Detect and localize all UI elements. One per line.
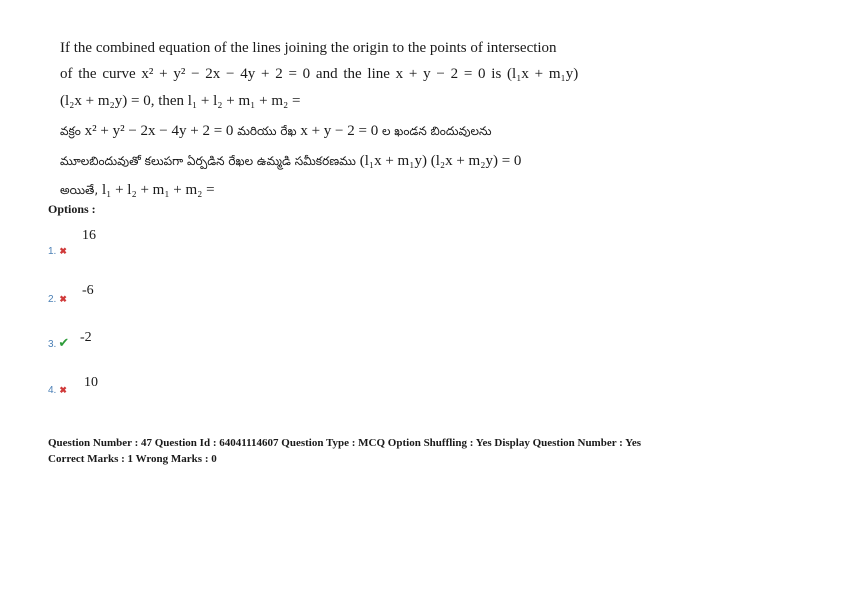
question-text-line-1: If the combined equation of the lines joining the origin to the points of intersection [60, 40, 557, 56]
option-4-value: 10 [84, 375, 98, 390]
telugu-text: మరియు రేఖ [237, 124, 297, 138]
equation: (l₁x + m₁y) (l₂x + m₂y) = 0 [359, 153, 522, 169]
equation: l₁ + l₂ + m₁ + m₂ = [101, 182, 215, 198]
question-text-line-3: (l₂x + m₂y) = 0, then l₁ + l₂ + m₁ + m₂ = [60, 93, 301, 109]
telugu-question-line-1 [60, 123, 492, 141]
wrong-icon: ✖ [59, 246, 67, 256]
option-2-number [48, 294, 67, 305]
option-2-value: -6 [82, 283, 94, 298]
wrong-icon: ✖ [59, 385, 67, 395]
options-label: Options : [48, 202, 96, 216]
equation: x + y − 2 = 0 [300, 123, 379, 139]
option-number: 1. [48, 246, 57, 257]
telugu-text: మూలబిందువుతో కలుపగా ఏర్పడిన రేఖల ఉమ్మడి సమీకరణము [60, 154, 356, 168]
option-number: 3. [48, 339, 57, 350]
telugu-text: అయితే, [60, 183, 99, 197]
option-number: 4. [48, 385, 57, 396]
option-number: 2. [48, 294, 57, 305]
option-4-number [48, 385, 67, 396]
telugu-question-line-2 [60, 153, 521, 171]
telugu-text: వక్రం [60, 124, 81, 138]
wrong-icon: ✖ [59, 294, 67, 304]
option-1-number [48, 246, 67, 257]
telugu-text: ల ఖండన బిందువులను [381, 124, 492, 138]
option-3-value: -2 [80, 330, 92, 345]
equation: x² + y² − 2x − 4y + 2 = 0 [84, 123, 234, 139]
marks-metadata: Correct Marks : 1 Wrong Marks : 0 [48, 453, 217, 465]
option-1-value: 16 [82, 228, 96, 243]
telugu-question-line-3 [60, 182, 215, 200]
correct-check-icon: ✔ [58, 335, 70, 350]
question-text-line-2: of the curve x² + y² − 2x − 4y + 2 = 0 and the line x + y − 2 = 0 is (l₁x + m₁y) [60, 66, 579, 82]
option-3-number [48, 335, 69, 351]
question-metadata: Question Number : 47 Question Id : 64041114607 Question Type : MCQ Option Shuffling : Yes Display Question Number : Yes [48, 437, 642, 449]
